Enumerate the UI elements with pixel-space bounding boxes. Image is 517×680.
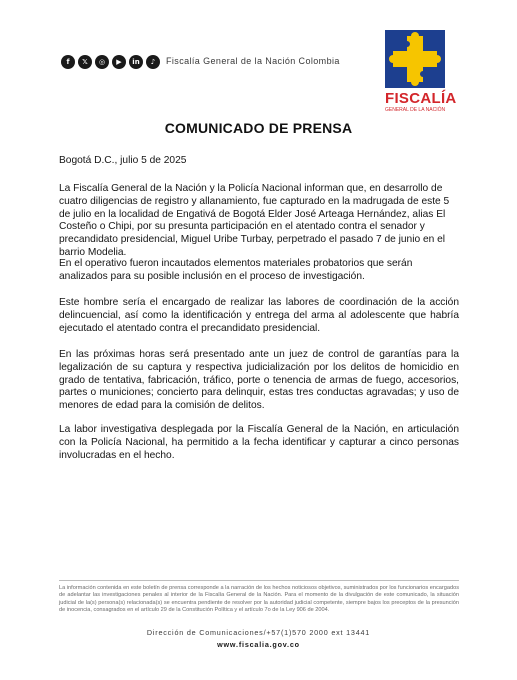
facebook-icon[interactable]: f [61,55,75,69]
tiktok-icon[interactable]: ♪ [146,55,160,69]
website-link[interactable]: www.fiscalia.gov.co [217,640,300,649]
paragraph-3: Este hombre sería el encargado de realizar las labores de coordinación de la acción delincuencial, así como la identificación y entrega del arma al adolescente que habría ejecutado el atentado contra el precandidato presidencial. [59,297,459,334]
puzzle-logo-icon [385,30,445,88]
legal-disclaimer: La información contenida en este boletín de prensa corresponde a la narración de los hechos noticiosos objetivos, suministrados por los funcionarios encargados de adelantar las investigaciones penales al interior de la Fiscalía General de la Nación. Para el momento de la divulgación de este comunicado, la situación judicial de la(s) persona(s) relacionada(s) se encuentra pendiente de resolver por la autoridad judicial competente, siempre bajos los preceptos de la presunción de inocencia, consagrados en el artículo 29 de la Constitución Política y el artículo 7o de la Ley 906 de 2004. [59,585,459,614]
document-date: Bogotá D.C., julio 5 de 2025 [59,155,187,166]
contact-line: Dirección de Comunicaciones/+57(1)570 2000 ext 13441 [146,628,371,637]
document-header [0,0,517,120]
org-name: Fiscalía General de la Nación Colombia [166,56,340,66]
paragraph-2: En el operativo fueron incautados elementos materiales probatorios que serán analizados para su posible inclusión en el proceso de investigación. [59,258,413,282]
social-icons [61,55,160,69]
paragraph-1: La Fiscalía General de la Nación y la Policía Nacional informan que, en desarrollo de cuatro diligencias de registro y allanamiento, fue capturado en la madrugada de este 5 de julio en la localidad de Engativá de Bogotá Elder José Arteaga Hernández, alias El Costeño o Chipi, por su presunta participación en el atentado contra el senador y precandidato presidencial, Miguel Uribe Turbay, perpetrado el pasado 7 de junio en el barrio Modelia. [59,183,450,258]
logo-wordmark: FISCALÍA [385,90,457,107]
logo-subtitle: GENERAL DE LA NACIÓN [385,107,446,113]
instagram-icon[interactable]: ◎ [95,55,109,69]
paragraph-5: La labor investigativa desplegada por la Fiscalía General de la Nación, en articulación con la Policía Nacional, ha permitido a la fecha identificar y capturar a cinco personas involucradas en el hecho. [59,424,459,461]
x-icon[interactable]: 𝕏 [78,55,92,69]
paragraph-4: En las próximas horas será presentado ante un juez de control de garantías para la legalización de su captura y respectiva judicialización por los delitos de homicidio en grado de tentativa, fabricación, tráfico, porte o tenencia de armas de fuego, accesorios, partes o municiones; concierto para delinquir, estas tres conductas agravadas; y uso de menores de edad para la comisión de delitos. [59,349,459,412]
youtube-icon[interactable]: ▶ [112,55,126,69]
page-title: COMUNICADO DE PRENSA [164,120,353,136]
footer-divider [59,580,459,581]
linkedin-icon[interactable]: in [129,55,143,69]
fiscalia-logo [385,30,457,114]
